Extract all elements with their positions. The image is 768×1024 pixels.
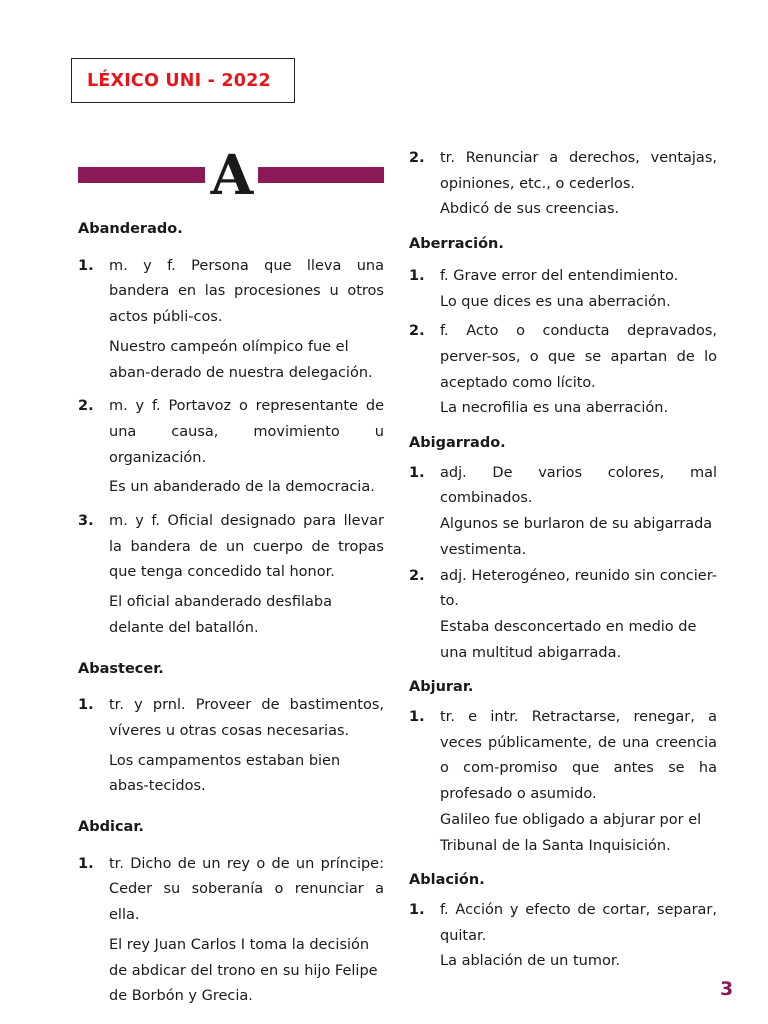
sense-example: Abdicó de sus creencias. <box>440 201 620 218</box>
entry-sense <box>409 898 717 975</box>
sense-example: La ablación de un tumor. <box>440 953 621 970</box>
sense-number: 1. <box>78 257 94 274</box>
sense-definition: tr. Renunciar a derechos, ventajas, opiniones, etc., o cederlos. <box>440 150 717 192</box>
sense-example: Lo que dices es una aberración. <box>440 293 671 310</box>
sense-example: Es un abanderado de la democracia. <box>109 479 375 496</box>
entry-sense <box>78 852 384 1010</box>
sense-example: Nuestro campeón olímpico fue el aban-derado de nuestra delegación. <box>109 338 373 381</box>
sense-number: 2. <box>78 398 94 415</box>
sense-example: El rey Juan Carlos I toma la decisión de abdicar del trono en su hijo Felipe de Borbón y Grecia. <box>109 936 378 1005</box>
sense-number: 1. <box>409 464 425 481</box>
entry-headword: Abastecer. <box>78 660 164 677</box>
section-bar-left <box>78 167 205 183</box>
sense-definition: m. y f. Persona que lleva una bandera en las procesiones u otros actos públi-cos. <box>109 257 384 326</box>
sense-definition: tr. e intr. Retractarse, renegar, a veces públicamente, de una creencia o com-promiso que antes se ha profesado o asumido. <box>440 709 717 803</box>
section-letter: A <box>210 142 254 207</box>
sense-definition: f. Acto o conducta depravados, perver-sos, o que se apartan de lo aceptado como lícito. <box>440 323 717 391</box>
sense-example: Galileo fue obligado a abjurar por el Tribunal de la Santa Inquisición. <box>440 811 702 854</box>
entry-sense <box>409 461 717 564</box>
sense-definition: m. y f. Oficial designado para llevar la bandera de un cuerpo de tropas que tenga concedido tal honor. <box>109 513 384 581</box>
entry-headword: Ablación. <box>409 872 485 889</box>
right-column <box>409 146 717 975</box>
sense-definition: tr. Dicho de un rey o de un príncipe: Ceder su soberanía o renunciar a ella. <box>109 855 384 924</box>
section-bar-right <box>258 167 384 183</box>
sense-example: Estaba desconcertado en medio de una multitud abigarrada. <box>440 618 697 661</box>
entry-sense <box>409 564 717 667</box>
document-title-box <box>71 58 295 103</box>
sense-example: La necrofilia es una aberración. <box>440 400 669 417</box>
entry-sense <box>78 254 384 387</box>
sense-number: 1. <box>409 267 425 284</box>
entry-headword: Abjurar. <box>409 679 474 696</box>
sense-example: Los campamentos estaban bien abas-tecidos. <box>109 752 341 795</box>
sense-definition: f. Grave error del entendimiento. <box>440 267 679 284</box>
sense-example: El oficial abanderado desfilaba delante del batallón. <box>109 594 332 636</box>
sense-definition: adj. De varios colores, mal combinados. <box>440 464 717 507</box>
entry-sense <box>409 146 717 223</box>
sense-number: 1. <box>409 709 425 726</box>
entry-sense <box>409 264 717 315</box>
entry-headword: Abigarrado. <box>409 435 506 452</box>
sense-number: 2. <box>409 567 425 584</box>
sense-definition: tr. y prnl. Proveer de bastimentos, víveres u otras cosas necesarias. <box>109 697 384 739</box>
page-number: 3 <box>720 978 734 1000</box>
entry-sense <box>78 693 384 800</box>
left-column <box>78 217 384 1010</box>
sense-definition: m. y f. Portavoz o representante de una causa, movimiento u organización. <box>109 398 384 466</box>
sense-number: 2. <box>409 150 425 166</box>
entry-headword: Aberración. <box>409 236 504 253</box>
sense-definition: f. Acción y efecto de cortar, separar, quitar. <box>440 901 717 944</box>
sense-number: 1. <box>409 901 425 918</box>
sense-number: 3. <box>78 513 94 530</box>
entry-headword: Abanderado. <box>78 221 183 237</box>
sense-number: 1. <box>78 855 94 872</box>
entry-sense <box>78 394 384 501</box>
document-title: LÉXICO UNI - 2022 <box>87 70 271 91</box>
entry-headword: Abdicar. <box>78 819 144 836</box>
sense-definition: adj. Heterogéneo, reunido sin concier-to. <box>440 567 717 610</box>
entry-sense <box>409 319 717 422</box>
sense-number: 1. <box>78 697 94 714</box>
sense-number: 2. <box>409 323 425 340</box>
entry-sense <box>78 509 384 642</box>
sense-example: Algunos se burlaron de su abigarrada vestimenta. <box>440 516 713 558</box>
entry-sense <box>409 705 717 859</box>
